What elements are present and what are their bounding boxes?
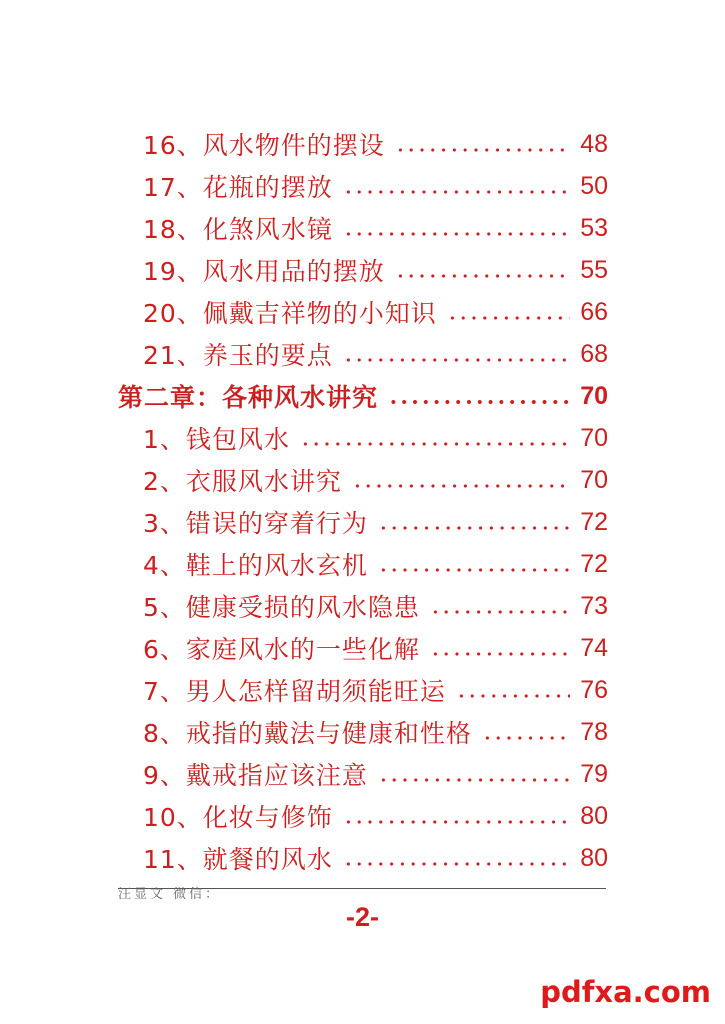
toc-entry-title: 7、男人怎样留胡须能旺运 [143, 677, 446, 706]
dot-leader [343, 357, 570, 363]
toc-entry-title: 8、戒指的戴法与健康和性格 [143, 719, 472, 748]
dot-leader [395, 147, 570, 153]
toc-entry-title: 5、健康受损的风水隐患 [143, 593, 420, 622]
dot-leader [395, 273, 570, 279]
dot-leader [352, 483, 570, 489]
toc-page-number: 74 [580, 633, 608, 662]
toc-page-number: 48 [580, 129, 608, 158]
toc-page-number: 70 [580, 465, 608, 494]
page-number: -2- [346, 902, 379, 932]
toc-page-number: 80 [580, 843, 608, 872]
dot-leader [430, 651, 570, 657]
toc-entry-title: 16、风水物件的摆设 [143, 131, 385, 160]
toc-page-number: 80 [580, 801, 608, 830]
toc-row[interactable] [143, 166, 608, 206]
dot-leader [456, 693, 570, 699]
toc-page-number: 70 [580, 423, 608, 452]
toc-page-number: 55 [580, 255, 608, 284]
toc-entry-title: 1、钱包风水 [143, 425, 290, 454]
dot-leader [343, 819, 570, 825]
dot-leader [343, 861, 570, 867]
toc-row[interactable] [143, 628, 608, 668]
toc-entry-title: 4、鞋上的风水玄机 [143, 551, 368, 580]
toc-page-number: 79 [580, 759, 608, 788]
toc-page-number: 76 [580, 675, 608, 704]
dot-leader [482, 735, 570, 741]
toc-page-number: 70 [580, 381, 608, 410]
toc-entry-title: 17、花瓶的摆放 [143, 173, 333, 202]
toc-row[interactable] [143, 292, 608, 332]
dot-leader [378, 567, 570, 573]
toc-row[interactable] [143, 586, 608, 626]
chapter-title: 第二章：各种风水讲究 [118, 383, 379, 412]
dot-leader [343, 189, 570, 195]
toc-row[interactable] [143, 250, 608, 290]
toc-row[interactable] [143, 460, 608, 500]
toc-row[interactable] [143, 208, 608, 248]
toc-entry-title: 3、错误的穿着行为 [143, 509, 368, 538]
toc-entry-title: 21、养玉的要点 [143, 341, 333, 370]
toc-entry-title: 19、风水用品的摆放 [143, 257, 385, 286]
toc-entry-title: 2、衣服风水讲究 [143, 467, 342, 496]
toc-entry-title: 11、就餐的风水 [143, 845, 333, 874]
toc-row[interactable] [143, 124, 608, 164]
footer-text: 汪显文 微信： [118, 887, 222, 902]
toc-entry-title: 6、家庭风水的一些化解 [143, 635, 420, 664]
toc-row[interactable] [143, 502, 608, 542]
dot-leader [388, 399, 570, 405]
toc-page-number: 73 [580, 591, 608, 620]
toc-entry-title: 20、佩戴吉祥物的小知识 [143, 299, 437, 328]
dot-leader [378, 777, 570, 783]
toc-page-number: 66 [580, 297, 608, 326]
toc-row[interactable] [143, 838, 608, 878]
toc-row[interactable] [143, 712, 608, 752]
toc-row[interactable] [143, 754, 608, 794]
dot-leader [447, 315, 570, 321]
toc-row[interactable] [143, 796, 608, 836]
toc-page-number: 72 [580, 549, 608, 578]
toc-row[interactable] [143, 544, 608, 584]
toc-page-number: 53 [580, 213, 608, 242]
toc-row[interactable] [143, 670, 608, 710]
dot-leader [300, 441, 570, 447]
toc-page-number: 78 [580, 717, 608, 746]
toc-entry-title: 18、化煞风水镜 [143, 215, 333, 244]
dot-leader [430, 609, 570, 615]
dot-leader [343, 231, 570, 237]
toc-page-number: 50 [580, 171, 608, 200]
toc-page-number: 72 [580, 507, 608, 536]
toc-entry-title: 10、化妆与修饰 [143, 803, 333, 832]
toc-chapter-heading[interactable] [118, 376, 608, 416]
watermark: pdfxa.com [540, 975, 711, 1009]
footer-clipped-text [118, 887, 318, 902]
toc-row[interactable] [143, 418, 608, 458]
dot-leader [378, 525, 570, 531]
toc-row[interactable] [143, 334, 608, 374]
toc-page-number: 68 [580, 339, 608, 368]
toc-entry-title: 9、戴戒指应该注意 [143, 761, 368, 790]
